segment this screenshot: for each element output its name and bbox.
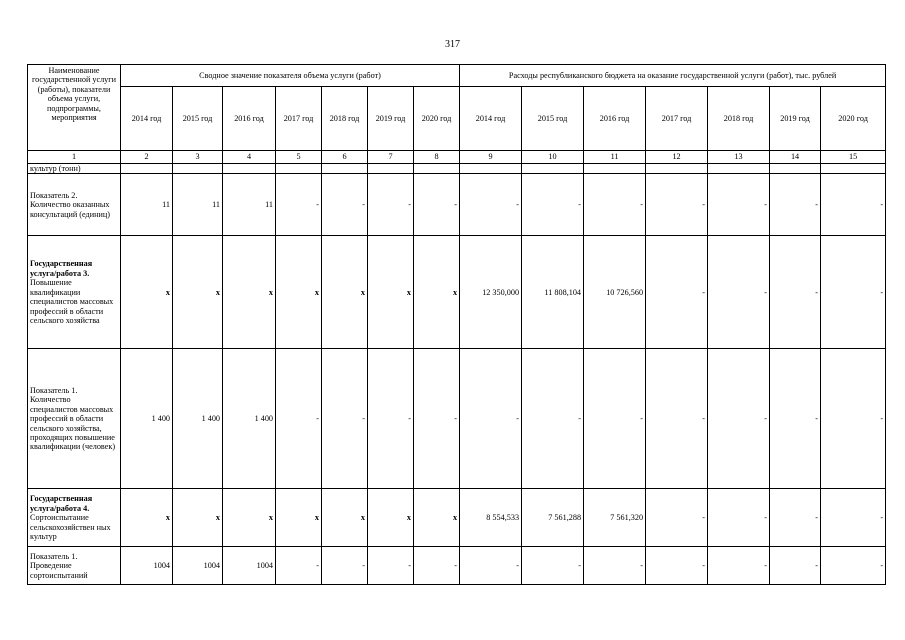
value-cell: 1004	[223, 547, 276, 585]
value-cell: -	[708, 489, 770, 547]
value-cell: -	[821, 489, 886, 547]
value-cell: x	[121, 236, 173, 349]
table-row	[28, 236, 886, 349]
header-expense-year: 2016 год	[584, 87, 646, 151]
value-cell: -	[460, 349, 522, 489]
value-cell: -	[584, 174, 646, 236]
value-cell: x	[121, 489, 173, 547]
value-cell: -	[770, 489, 821, 547]
value-cell: -	[770, 174, 821, 236]
row-label-rest: Повышение квалификации специалистов массовых профессий в области сельского хозяйства	[30, 278, 114, 325]
value-cell: -	[708, 236, 770, 349]
value-cell	[368, 164, 414, 174]
header-volume-year: 2016 год	[223, 87, 276, 151]
column-number: 1	[28, 151, 121, 164]
column-number: 15	[821, 151, 886, 164]
value-cell: -	[414, 174, 460, 236]
column-number: 14	[770, 151, 821, 164]
header-expense-year: 2020 год	[821, 87, 886, 151]
value-cell: -	[414, 349, 460, 489]
value-cell: -	[276, 174, 322, 236]
row-label-bold: Государственная услуга/работа 4.	[30, 494, 93, 513]
value-cell: x	[414, 489, 460, 547]
value-cell: 1 400	[223, 349, 276, 489]
value-cell: x	[368, 489, 414, 547]
value-cell: x	[223, 489, 276, 547]
value-cell: -	[368, 547, 414, 585]
value-cell: -	[584, 547, 646, 585]
value-cell	[460, 164, 522, 174]
value-cell	[121, 164, 173, 174]
header-expense-year: 2019 год	[770, 87, 821, 151]
table-row	[28, 349, 886, 489]
value-cell	[708, 164, 770, 174]
value-cell	[821, 164, 886, 174]
value-cell: 1 400	[173, 349, 223, 489]
header-expense-year: 2018 год	[708, 87, 770, 151]
value-cell: 11 808,104	[522, 236, 584, 349]
value-cell: -	[646, 489, 708, 547]
value-cell: -	[708, 349, 770, 489]
value-cell: 1004	[173, 547, 223, 585]
header-volume-year: 2014 год	[121, 87, 173, 151]
header-volume-group: Сводное значение показателя объема услуги (работ)	[121, 65, 460, 87]
value-cell	[223, 164, 276, 174]
table-row	[28, 489, 886, 547]
value-cell	[584, 164, 646, 174]
value-cell: -	[708, 547, 770, 585]
row-label	[28, 489, 121, 547]
report-table	[27, 64, 886, 585]
column-number: 8	[414, 151, 460, 164]
value-cell	[414, 164, 460, 174]
value-cell: x	[276, 489, 322, 547]
value-cell: -	[646, 547, 708, 585]
value-cell: 11	[173, 174, 223, 236]
value-cell: x	[223, 236, 276, 349]
value-cell: x	[322, 489, 368, 547]
column-number: 10	[522, 151, 584, 164]
value-cell	[522, 164, 584, 174]
value-cell: -	[414, 547, 460, 585]
row-label: Показатель 1. Количество специалистов массовых профессий в области сельского хозяйства, проходящих повышение квалификации (человек)	[28, 349, 121, 489]
value-cell: -	[276, 547, 322, 585]
value-cell: -	[770, 547, 821, 585]
value-cell: -	[322, 349, 368, 489]
column-number: 5	[276, 151, 322, 164]
value-cell: 8 554,533	[460, 489, 522, 547]
value-cell: 1 400	[121, 349, 173, 489]
row-label: Показатель 2. Количество оказанных консультаций (единиц)	[28, 174, 121, 236]
row-label-bold: Государственная услуга/работа 3.	[30, 259, 93, 278]
value-cell	[173, 164, 223, 174]
value-cell: -	[522, 349, 584, 489]
value-cell: x	[322, 236, 368, 349]
value-cell: -	[368, 174, 414, 236]
row-label: культур (тонн)	[28, 164, 121, 174]
table-row	[28, 174, 886, 236]
table-row	[28, 547, 886, 585]
column-number: 3	[173, 151, 223, 164]
value-cell: x	[414, 236, 460, 349]
header-expense-group: Расходы республиканского бюджета на оказание государственной услуги (работ), тыс. рублей	[460, 65, 886, 87]
value-cell: -	[368, 349, 414, 489]
column-number: 4	[223, 151, 276, 164]
value-cell: -	[522, 547, 584, 585]
row-label: Показатель 1. Проведение сортоиспытаний	[28, 547, 121, 585]
column-number: 12	[646, 151, 708, 164]
header-volume-year: 2018 год	[322, 87, 368, 151]
value-cell: -	[646, 174, 708, 236]
column-number: 6	[322, 151, 368, 164]
value-cell: -	[322, 547, 368, 585]
row-label	[28, 236, 121, 349]
value-cell: -	[646, 236, 708, 349]
value-cell	[770, 164, 821, 174]
column-number: 9	[460, 151, 522, 164]
value-cell: x	[173, 236, 223, 349]
header-expense-year: 2014 год	[460, 87, 522, 151]
value-cell: -	[584, 349, 646, 489]
row-label-rest: Сортоиспытание сельскохозяйствен ных культур	[30, 513, 111, 542]
value-cell: -	[821, 547, 886, 585]
value-cell: -	[770, 236, 821, 349]
value-cell	[646, 164, 708, 174]
value-cell: 1004	[121, 547, 173, 585]
header-volume-year: 2019 год	[368, 87, 414, 151]
value-cell: -	[460, 174, 522, 236]
header-expense-year: 2015 год	[522, 87, 584, 151]
value-cell: -	[821, 236, 886, 349]
column-number: 11	[584, 151, 646, 164]
header-expense-year: 2017 год	[646, 87, 708, 151]
header-volume-year: 2020 год	[414, 87, 460, 151]
header-volume-year: 2017 год	[276, 87, 322, 151]
value-cell: 12 350,000	[460, 236, 522, 349]
value-cell: x	[173, 489, 223, 547]
header-volume-year: 2015 год	[173, 87, 223, 151]
value-cell: x	[276, 236, 322, 349]
value-cell	[322, 164, 368, 174]
value-cell: -	[821, 174, 886, 236]
value-cell: -	[770, 349, 821, 489]
value-cell	[276, 164, 322, 174]
column-number: 2	[121, 151, 173, 164]
value-cell: -	[708, 174, 770, 236]
column-number: 7	[368, 151, 414, 164]
value-cell: -	[522, 174, 584, 236]
header-name-column: Наименование государственной услуги (работы), показатели объема услуги, подпрограммы, мероприятия	[28, 65, 121, 151]
value-cell: 7 561,320	[584, 489, 646, 547]
value-cell: x	[368, 236, 414, 349]
value-cell: 11	[121, 174, 173, 236]
value-cell: -	[821, 349, 886, 489]
value-cell: 7 561,288	[522, 489, 584, 547]
value-cell: -	[460, 547, 522, 585]
value-cell: 11	[223, 174, 276, 236]
value-cell: -	[646, 349, 708, 489]
column-number: 13	[708, 151, 770, 164]
value-cell: 10 726,560	[584, 236, 646, 349]
table-row	[28, 164, 886, 174]
page-number: 317	[445, 39, 460, 50]
value-cell: -	[322, 174, 368, 236]
value-cell: -	[276, 349, 322, 489]
